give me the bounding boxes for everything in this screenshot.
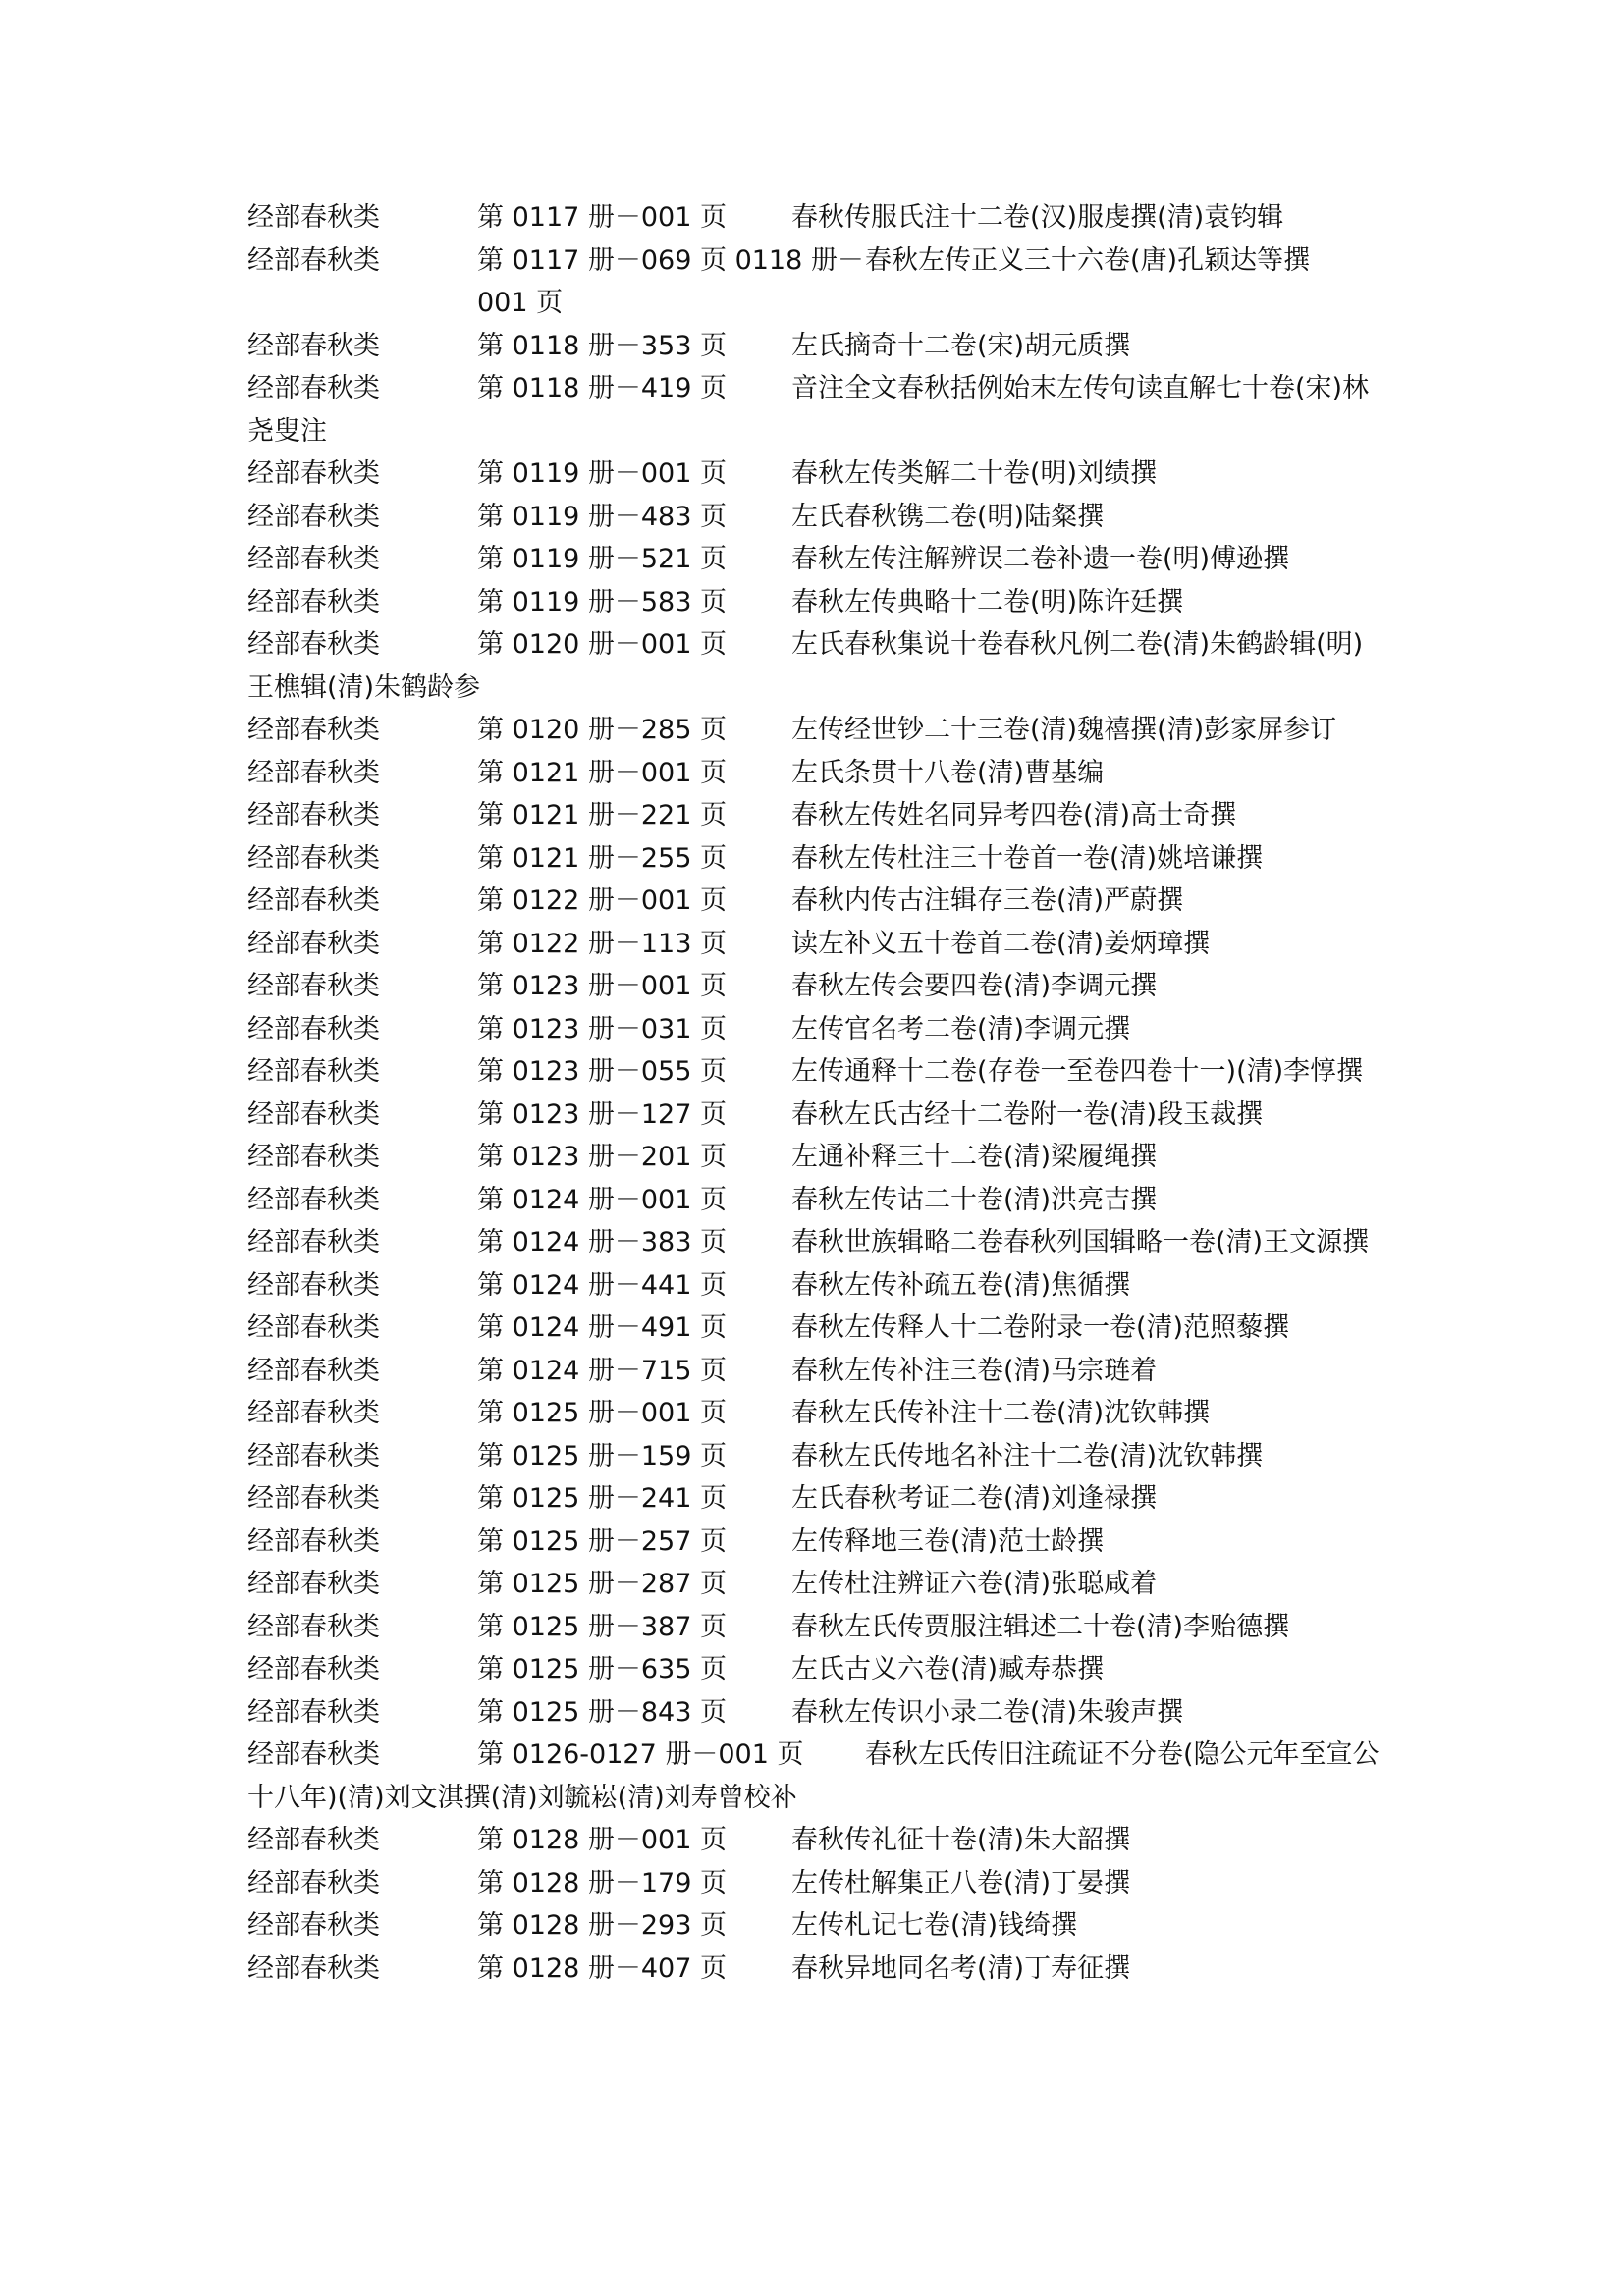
entry-title: 左传杜解集正八卷(清)丁晏撰 — [791, 1867, 1131, 1898]
entry — [247, 538, 1386, 581]
entry-location: 第 0124 册－441 页 — [477, 1269, 727, 1301]
entry — [247, 1691, 1386, 1735]
entry-location: 第 0119 册－483 页 — [477, 501, 727, 532]
entry — [247, 623, 1386, 709]
entry — [247, 1819, 1386, 1862]
entry-title: 左氏古义六卷(清)臧寿恭撰 — [791, 1654, 1105, 1684]
entry-location: 第 0120 册－001 页 — [477, 629, 727, 660]
entry-category: 经部春秋类 — [247, 757, 380, 788]
entry — [247, 1094, 1386, 1137]
entry-title: 春秋左氏古经十二卷附一卷(清)段玉裁撰 — [791, 1098, 1264, 1130]
entry-category: 经部春秋类 — [247, 629, 380, 660]
entry-location: 第 0119 册－001 页 — [477, 458, 727, 489]
entry-location: 第 0123 册－127 页 — [477, 1098, 727, 1130]
entry-category: 经部春秋类 — [247, 1696, 380, 1728]
entry-title: 左传札记七卷(清)钱绮撰 — [791, 1910, 1078, 1941]
entry-category: 经部春秋类 — [247, 1355, 380, 1386]
entry-location: 第 0126-0127 册－001 页 — [477, 1739, 804, 1770]
entry-title: 左传经世钞二十三卷(清)魏禧撰(清)彭家屏参订 — [791, 715, 1337, 745]
entry — [247, 1392, 1386, 1435]
entry-location: 第 0128 册－407 页 — [477, 1952, 727, 1984]
entry-category: 经部春秋类 — [247, 1398, 380, 1428]
entry-location: 第 0122 册－001 页 — [477, 885, 727, 916]
entry — [247, 1648, 1386, 1691]
entry-location: 第 0121 册－001 页 — [477, 757, 727, 788]
entry — [247, 1606, 1386, 1649]
entry — [247, 1350, 1386, 1393]
entry — [247, 367, 1386, 453]
entry-title: 春秋左氏传地名补注十二卷(清)沈钦韩撰 — [791, 1440, 1264, 1471]
entry-category: 经部春秋类 — [247, 885, 380, 916]
entry-title: 左氏条贯十八卷(清)曹基编 — [791, 757, 1105, 788]
entry — [247, 325, 1386, 368]
entry-title: 左氏春秋集说十卷春秋凡例二卷(清)朱鹤龄辑(明)王樵辑(清)朱鹤龄参 — [247, 629, 1364, 703]
entry-category: 经部春秋类 — [247, 1867, 380, 1898]
entry-location: 第 0124 册－383 页 — [477, 1227, 727, 1257]
entry — [247, 1221, 1386, 1264]
entry-category: 经部春秋类 — [247, 1056, 380, 1087]
entry — [247, 1904, 1386, 1948]
entry-title: 春秋左传杜注三十卷首一卷(清)姚培谦撰 — [791, 842, 1264, 874]
entry-category: 经部春秋类 — [247, 1142, 380, 1172]
entry-title: 春秋左传典略十二卷(明)陈许廷撰 — [791, 586, 1184, 617]
entry-category: 经部春秋类 — [247, 202, 380, 233]
entry-category: 经部春秋类 — [247, 458, 380, 489]
entry — [247, 453, 1386, 496]
entry-title: 春秋左传补注三卷(清)马宗琏着 — [791, 1355, 1158, 1386]
entry-category: 经部春秋类 — [247, 971, 380, 1001]
entry-title: 春秋左传补疏五卷(清)焦循撰 — [791, 1269, 1131, 1301]
entry-location: 第 0124 册－715 页 — [477, 1355, 727, 1386]
entry-location: 第 0124 册－491 页 — [477, 1312, 727, 1343]
entry-location: 第 0119 册－583 页 — [477, 586, 727, 617]
entry — [247, 1477, 1386, 1521]
entry-category: 经部春秋类 — [247, 1825, 380, 1855]
entry-location: 第 0123 册－001 页 — [477, 971, 727, 1001]
entry-category: 经部春秋类 — [247, 1227, 380, 1257]
entry-location: 第 0121 册－255 页 — [477, 842, 727, 874]
document-body — [247, 196, 1386, 1990]
entry-location: 第 0123 册－031 页 — [477, 1013, 727, 1044]
entry-location: 第 0123 册－055 页 — [477, 1056, 727, 1087]
entry — [247, 923, 1386, 966]
entry-category: 经部春秋类 — [247, 544, 380, 574]
entry-title: 左传官名考二卷(清)李调元撰 — [791, 1013, 1131, 1044]
entry-category: 经部春秋类 — [247, 1654, 380, 1684]
entry-location: 第 0128 册－001 页 — [477, 1825, 727, 1855]
entry-category: 经部春秋类 — [247, 244, 380, 276]
entry-category: 经部春秋类 — [247, 1569, 380, 1599]
entry — [247, 1563, 1386, 1606]
entry — [247, 1179, 1386, 1222]
entry-location: 第 0125 册－287 页 — [477, 1569, 727, 1599]
entry — [247, 496, 1386, 539]
entry-category: 经部春秋类 — [247, 501, 380, 532]
entry-location: 第 0117 册－001 页 — [477, 202, 727, 233]
entry-location: 第 0125 册－257 页 — [477, 1525, 727, 1557]
entry-title: 左通补释三十二卷(清)梁履绳撰 — [791, 1142, 1158, 1172]
entry-title: 春秋左传类解二十卷(明)刘绩撰 — [791, 458, 1158, 489]
entry-category: 经部春秋类 — [247, 586, 380, 617]
entry — [247, 1435, 1386, 1478]
entry-location: 第 0118 册－353 页 — [477, 330, 727, 361]
entry-title: 音注全文春秋括例始末左传句读直解七十卷(宋)林尧叟注 — [247, 373, 1370, 447]
entry-title: 春秋左传诂二十卷(清)洪亮吉撰 — [791, 1184, 1158, 1215]
entry-title: 左氏春秋考证二卷(清)刘逢禄撰 — [791, 1483, 1158, 1514]
entry — [247, 1307, 1386, 1350]
entry — [247, 240, 1386, 325]
entry-title: 春秋左传识小录二卷(清)朱骏声撰 — [791, 1696, 1184, 1728]
entry-title: 春秋内传古注辑存三卷(清)严蔚撰 — [791, 885, 1184, 916]
entry-category: 经部春秋类 — [247, 800, 380, 830]
entry — [247, 965, 1386, 1008]
entry — [247, 837, 1386, 881]
entry-location: 第 0123 册－201 页 — [477, 1142, 727, 1172]
entry-category: 经部春秋类 — [247, 1525, 380, 1557]
entry-title: 左氏摘奇十二卷(宋)胡元质撰 — [791, 330, 1131, 361]
entry-title: 春秋左传正义三十六卷(唐)孔颖达等撰 — [865, 244, 1311, 276]
entry — [247, 196, 1386, 240]
entry-category: 经部春秋类 — [247, 715, 380, 745]
entry-title: 春秋左传释人十二卷附录一卷(清)范照藜撰 — [791, 1312, 1290, 1343]
entry-location: 第 0125 册－843 页 — [477, 1696, 727, 1728]
entry-title: 左传通释十二卷(存卷一至卷四卷十一)(清)李惇撰 — [791, 1056, 1364, 1087]
entry — [247, 1734, 1386, 1819]
entry-title: 读左补义五十卷首二卷(清)姜炳璋撰 — [791, 928, 1211, 959]
entry-category: 经部春秋类 — [247, 1952, 380, 1984]
entry-title: 春秋异地同名考(清)丁寿征撰 — [791, 1952, 1131, 1984]
entry-category: 经部春秋类 — [247, 842, 380, 874]
entry-category: 经部春秋类 — [247, 1739, 380, 1770]
entry-title: 春秋左传姓名同异考四卷(清)高士奇撰 — [791, 800, 1237, 830]
entry — [247, 880, 1386, 923]
entry — [247, 752, 1386, 795]
entry — [247, 1264, 1386, 1308]
entry-location: 第 0125 册－241 页 — [477, 1483, 727, 1514]
entry — [247, 794, 1386, 837]
entry-location: 第 0119 册－521 页 — [477, 544, 727, 574]
entry — [247, 1136, 1386, 1179]
entry-title: 左氏春秋镌二卷(明)陆粲撰 — [791, 501, 1105, 532]
entry-category: 经部春秋类 — [247, 928, 380, 959]
entry-category: 经部春秋类 — [247, 330, 380, 361]
entry — [247, 1862, 1386, 1905]
entry-category: 经部春秋类 — [247, 1611, 380, 1642]
entry-title: 春秋左氏传补注十二卷(清)沈钦韩撰 — [791, 1398, 1211, 1428]
entry-title: 春秋传礼征十卷(清)朱大韶撰 — [791, 1825, 1131, 1855]
entry-title: 左传杜注辨证六卷(清)张聪咸着 — [791, 1569, 1158, 1599]
entry-category: 经部春秋类 — [247, 1098, 380, 1130]
entry-category: 经部春秋类 — [247, 1013, 380, 1044]
entry-title: 春秋左氏传贾服注辑述二十卷(清)李贻德撰 — [791, 1611, 1290, 1642]
entry — [247, 1050, 1386, 1094]
entry — [247, 581, 1386, 624]
entry-location: 第 0117 册－069 页 0118 册－001 页 — [477, 244, 864, 318]
entry-location: 第 0122 册－113 页 — [477, 928, 727, 959]
entry-location: 第 0120 册－285 页 — [477, 715, 727, 745]
entry-location: 第 0125 册－159 页 — [477, 1440, 727, 1471]
entry-category: 经部春秋类 — [247, 1483, 380, 1514]
entry-location: 第 0128 册－179 页 — [477, 1867, 727, 1898]
entry-category: 经部春秋类 — [247, 1440, 380, 1471]
entry-title: 春秋传服氏注十二卷(汉)服虔撰(清)袁钧辑 — [791, 202, 1284, 233]
entry-location: 第 0125 册－635 页 — [477, 1654, 727, 1684]
entry-category: 经部春秋类 — [247, 1910, 380, 1941]
entry-title: 春秋左氏传旧注疏证不分卷(隐公元年至宣公十八年)(清)刘文淇撰(清)刘毓崧(清)刘寿曾校补 — [247, 1739, 1380, 1813]
entry-category: 经部春秋类 — [247, 1312, 380, 1343]
entry-title: 春秋世族辑略二卷春秋列国辑略一卷(清)王文源撰 — [791, 1227, 1370, 1257]
entry-title: 春秋左传会要四卷(清)李调元撰 — [791, 971, 1158, 1001]
entry — [247, 709, 1386, 752]
entry-location: 第 0118 册－419 页 — [477, 373, 727, 403]
entry-location: 第 0125 册－387 页 — [477, 1611, 727, 1642]
entry-location: 第 0125 册－001 页 — [477, 1398, 727, 1428]
entry-location: 第 0128 册－293 页 — [477, 1910, 727, 1941]
entry-title: 左传释地三卷(清)范士龄撰 — [791, 1525, 1105, 1557]
entry-category: 经部春秋类 — [247, 1269, 380, 1301]
entry-category: 经部春秋类 — [247, 1184, 380, 1215]
entry — [247, 1008, 1386, 1051]
entry — [247, 1948, 1386, 1991]
entry-category: 经部春秋类 — [247, 373, 380, 403]
entry-location: 第 0124 册－001 页 — [477, 1184, 727, 1215]
entry — [247, 1521, 1386, 1564]
entry-title: 春秋左传注解辨误二卷补遗一卷(明)傅逊撰 — [791, 544, 1290, 574]
entry-location: 第 0121 册－221 页 — [477, 800, 727, 830]
